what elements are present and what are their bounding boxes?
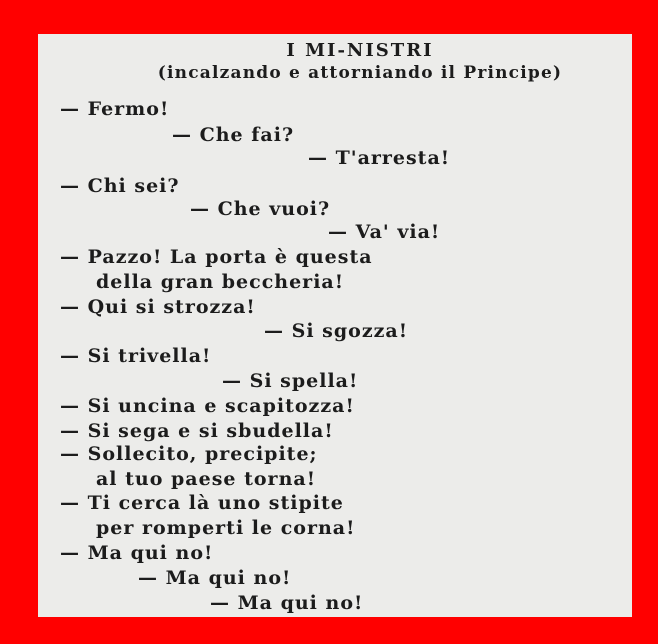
verse-line: — Sollecito, precipite; [60, 443, 318, 465]
verse-line: — Si sgozza! [264, 320, 409, 342]
verse-line: — Ma qui no! [60, 542, 214, 564]
speaker-heading: I MI-NISTRI [286, 40, 434, 61]
verse-line: — Qui si strozza! [60, 296, 256, 318]
verse-line: — Ti cerca là uno stipite [60, 492, 344, 514]
verse-line: al tuo paese torna! [96, 468, 317, 490]
verse-line: — Si sega e si sbudella! [60, 420, 334, 442]
verse-line: — Pazzo! La porta è questa [60, 246, 373, 268]
verse-line: — Ma qui no! [138, 567, 292, 589]
poem-page [38, 34, 632, 617]
verse-line: per romperti le corna! [96, 517, 356, 539]
verse-line: — Va' via! [328, 221, 441, 243]
verse-line: della gran beccheria! [96, 271, 345, 293]
verse-line: — Che vuoi? [190, 198, 331, 220]
verse-line: — Si uncina e scapitozza! [60, 395, 355, 417]
verse-line: — Che fai? [172, 124, 295, 146]
verse-line: — Ma qui no! [210, 592, 364, 614]
verse-line: — Chi sei? [60, 175, 180, 197]
verse-line: — Si spella! [222, 370, 359, 392]
stage-direction: (incalzando e attorniando il Principe) [157, 63, 563, 83]
verse-line: — Fermo! [60, 98, 170, 120]
verse-line: — T'arresta! [308, 147, 451, 169]
verse-line: — Si trivella! [60, 345, 212, 367]
